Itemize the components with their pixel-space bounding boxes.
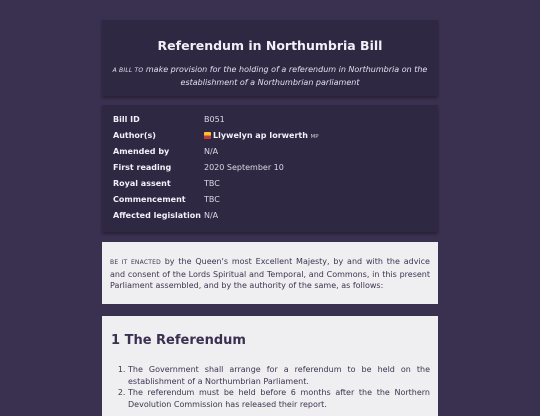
clause-item: 1. The Government shall arrange for a referendum to be held on the establishment of a Northumbrian Parliament. (128, 364, 430, 387)
bill-title-card (102, 20, 438, 96)
clause-list (102, 364, 430, 410)
info-value: N/A (204, 147, 219, 156)
section-heading: 1 The Referendum (111, 333, 246, 348)
clause-item: 2. The referendum must be held before 6 months after the the Northern Devolution Commission has released their report. (128, 387, 430, 410)
enacting-formula (102, 242, 438, 292)
info-label: Author(s) (113, 131, 156, 140)
author-link[interactable]: Llywelyn ap Iorwerth (213, 131, 308, 140)
section-card (102, 316, 438, 416)
bill-subtitle (112, 64, 428, 88)
info-label: Affected legislation (113, 211, 201, 220)
enacting-text: by the Queen's most Excellent Majesty, by and with the advice and consent of the Lords Spiritual and Temporal, and Commons, in this present Parliament assembled, and by the authority of the same, as follows: (110, 257, 430, 291)
info-label: Amended by (113, 147, 170, 156)
enacting-lead: BE IT ENACTED (110, 259, 161, 266)
info-label: Royal assent (113, 179, 171, 188)
info-value: B051 (204, 115, 225, 124)
flag-icon (204, 132, 211, 139)
info-label: First reading (113, 163, 172, 172)
author-suffix: MP (310, 134, 319, 140)
bill-subtitle-prefix: A BILL TO (112, 67, 144, 74)
info-value: TBC (204, 179, 220, 188)
info-label: Bill ID (113, 115, 140, 124)
bill-info-card (102, 105, 438, 232)
info-value: N/A (204, 211, 219, 220)
bill-title: Referendum in Northumbria Bill (157, 38, 383, 53)
info-value: TBC (204, 195, 220, 204)
info-label: Commencement (113, 195, 186, 204)
bill-subtitle-text: make provision for the holding of a referendum in Northumbria on the establishment of a Northumbrian parliament (145, 65, 428, 87)
enacting-formula-card (102, 242, 438, 304)
info-value: 2020 September 10 (204, 163, 284, 172)
info-value-author (204, 128, 319, 145)
